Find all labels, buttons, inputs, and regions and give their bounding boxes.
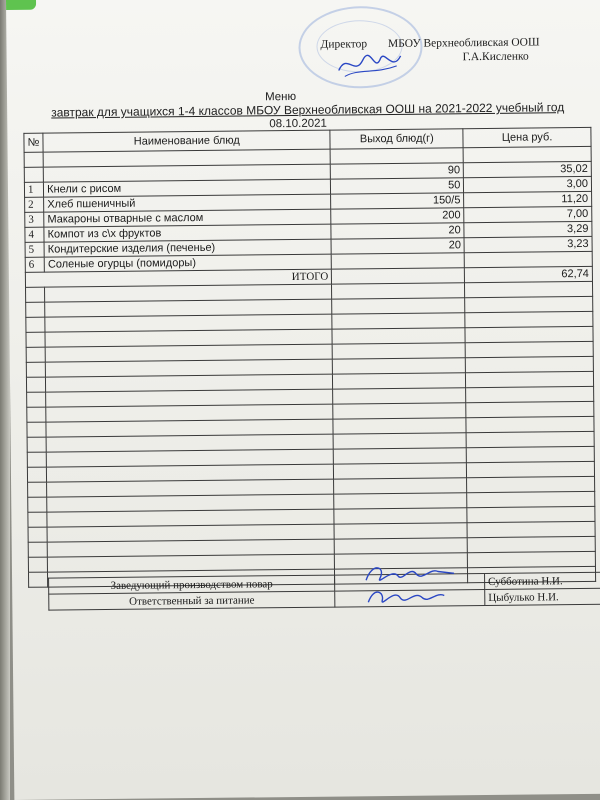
- row-output: 200: [331, 208, 464, 224]
- row-price: 3,29: [464, 221, 592, 237]
- row-dish-name: Соленые огурцы (помидоры): [44, 254, 331, 272]
- signature-name: Субботина Н.И.: [485, 572, 600, 589]
- approval-label: Директор: [320, 38, 368, 51]
- summary-output: 90: [331, 163, 464, 179]
- header-price: Цена руб.: [463, 127, 591, 147]
- director-name: Г.А.Кисленко: [462, 50, 529, 64]
- row-num: 6: [25, 257, 44, 272]
- row-num: 1: [24, 182, 43, 197]
- row-price: [464, 251, 592, 267]
- row-output: 20: [331, 223, 464, 239]
- row-output: 150/5: [331, 193, 464, 209]
- document-date: 08.10.2021: [269, 117, 327, 131]
- green-corner-mark: [6, 0, 36, 10]
- row-dish-name: Макароны отварные с маслом: [44, 209, 331, 227]
- row-num: 5: [25, 242, 44, 257]
- row-output: [332, 253, 465, 269]
- row-price: 7,00: [464, 206, 592, 222]
- total-label: ИТОГО: [25, 269, 331, 287]
- director-signature: [335, 46, 405, 83]
- row-dish-name: Кнели с рисом: [44, 179, 331, 197]
- row-num: 2: [25, 197, 44, 212]
- row-price: 3,23: [464, 236, 592, 252]
- signature-name: Цыбулько Н.И.: [485, 588, 600, 605]
- row-dish-name: Компот из с\х фруктов: [44, 224, 331, 242]
- director-approval: [320, 36, 539, 50]
- row-output: 20: [331, 238, 464, 254]
- organization-name: МБОУ Верхнеобливская ООШ: [387, 36, 540, 51]
- row-price: 3,00: [464, 176, 592, 192]
- menu-table: [23, 127, 596, 588]
- row-num: 3: [25, 212, 44, 227]
- row-output: 50: [331, 178, 464, 194]
- document-subtitle: завтрак для учащихся 1-4 классов МБОУ Верхнеобливская ООШ на 2021-2022 учебный год: [51, 100, 565, 120]
- row-price: 11,20: [464, 191, 592, 207]
- total-value: 62,74: [465, 266, 593, 282]
- summary-price: 35,02: [464, 161, 592, 177]
- signature-role: Ответственный за питание: [49, 591, 335, 610]
- signatures-table: [48, 572, 600, 611]
- header-dish-name: Наименование блюд: [43, 130, 330, 152]
- signature-role: Заведующий производством повар: [49, 575, 335, 594]
- header-output: Выход блюд(г): [330, 129, 463, 149]
- row-dish-name: Кондитерские изделия (печенье): [44, 239, 331, 257]
- handwritten-signatures: [358, 557, 459, 610]
- row-dish-name: Хлеб пшеничный: [44, 194, 331, 212]
- header-num: №: [24, 133, 43, 152]
- row-num: 4: [25, 227, 44, 242]
- document-title: Меню: [264, 90, 297, 104]
- document-sheet: [6, 0, 600, 800]
